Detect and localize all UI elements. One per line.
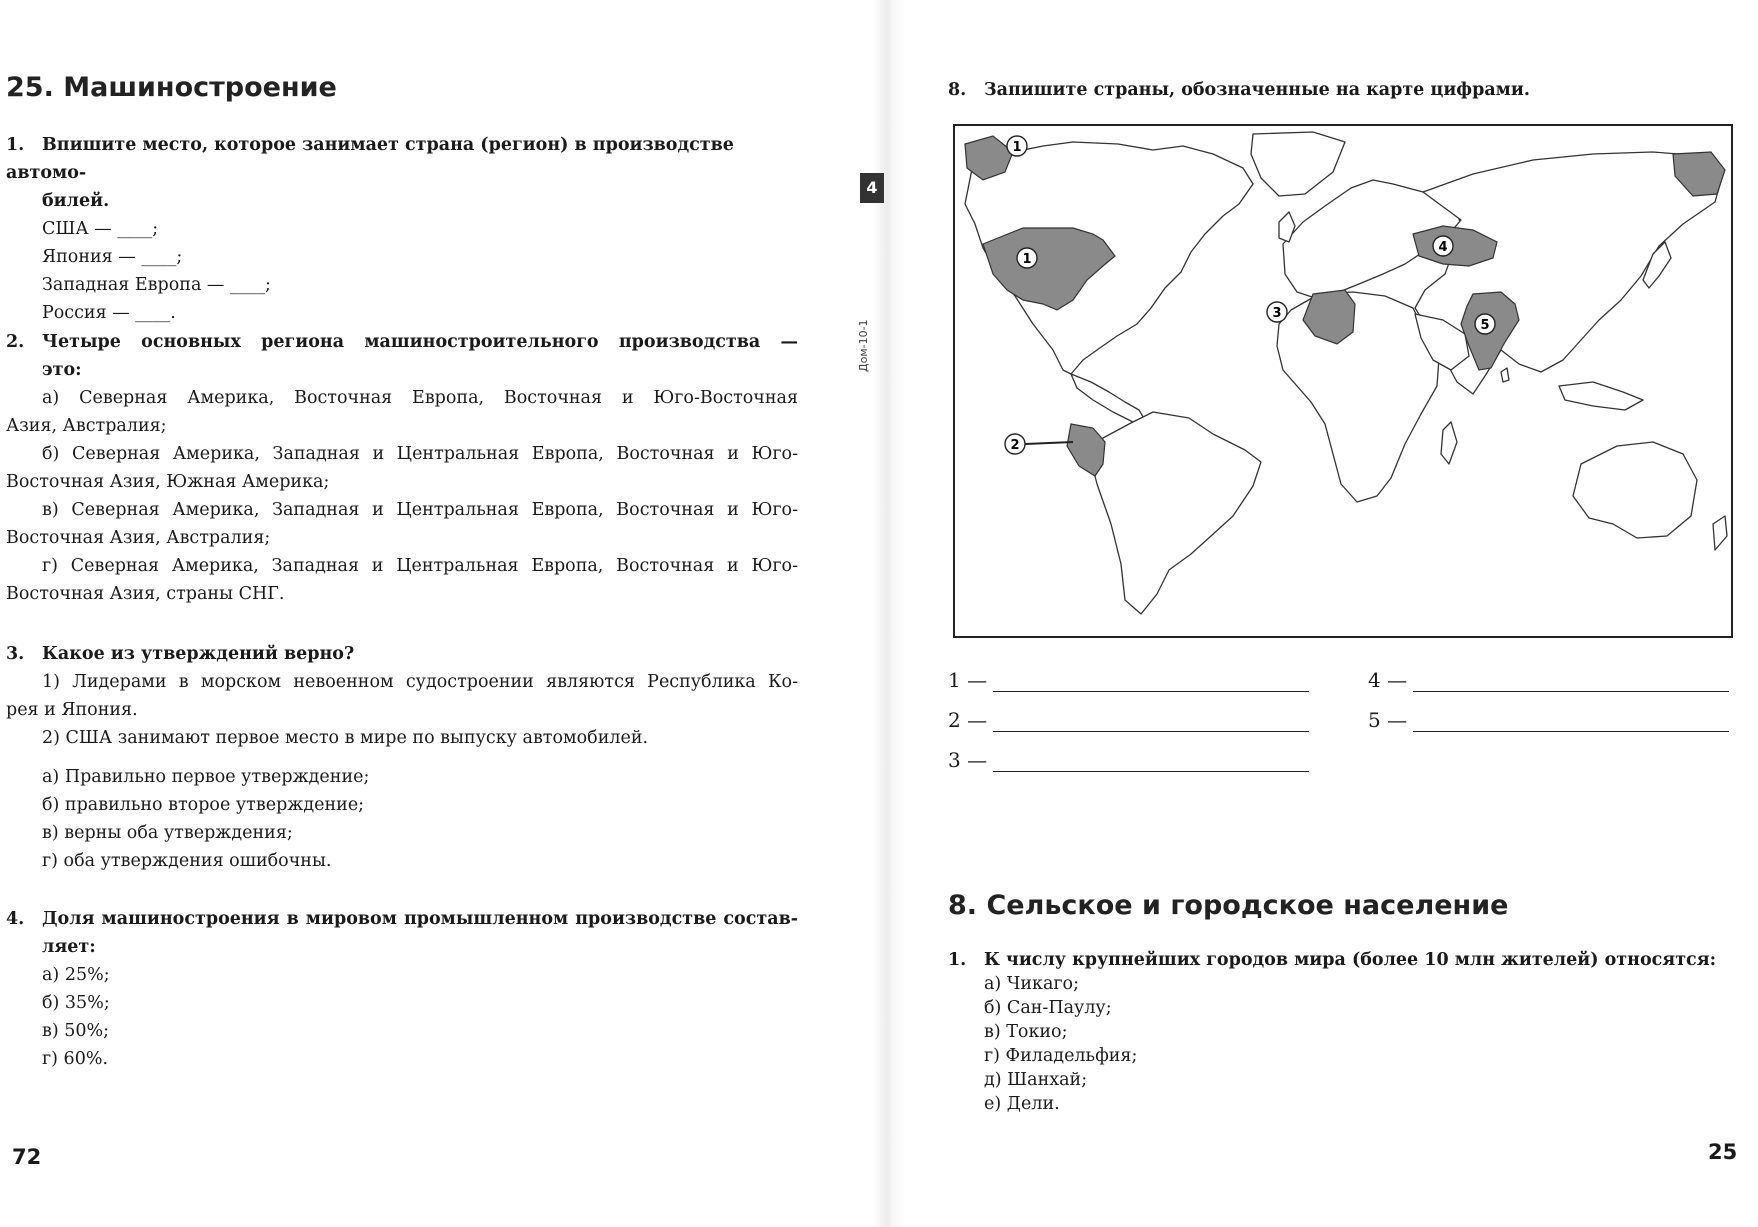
blank-line[interactable]: [993, 753, 1309, 772]
statement-1: 1) Лидерами в морском невоенном судостроении являются Республика Ко-: [42, 672, 798, 692]
option-f: е) Дели.: [984, 1094, 1060, 1114]
question-text: Четыре основных региона машиностроительного производства —: [42, 332, 798, 352]
question-number: 1.: [6, 135, 25, 155]
option-a-cont: Азия, Австралия;: [6, 416, 167, 436]
answer-blank-1[interactable]: [948, 668, 1309, 692]
map-marker-4: [1433, 236, 1453, 256]
marker-label: 1: [1012, 140, 1022, 155]
map-marker-2: [1005, 434, 1025, 454]
question-number: 3.: [6, 644, 25, 664]
blank-label: 1 —: [948, 668, 988, 692]
answer-blank-2[interactable]: [948, 708, 1309, 732]
question-text-cont: билей.: [42, 191, 110, 211]
option-c: в) 50%;: [42, 1021, 110, 1041]
question-4: [6, 905, 798, 1073]
option-d-cont: Восточная Азия, страны СНГ.: [6, 584, 285, 604]
page-number: 72: [12, 1145, 42, 1169]
answer-line: Западная Европа — ____;: [42, 275, 271, 295]
gutter-print-mark: Дом-10-1: [857, 319, 870, 372]
map-marker-1-alaska: [1007, 136, 1027, 156]
statement-2: 2) США занимают первое место в мире по выпуску автомобилей.: [42, 728, 649, 748]
option-a: а) Северная Америка, Восточная Европа, Восточная и Юго-Восточная: [42, 388, 798, 408]
option-e: д) Шанхай;: [984, 1070, 1088, 1090]
map-marker-5: [1475, 314, 1495, 334]
option-d: г) Филадельфия;: [984, 1046, 1138, 1066]
answer-line: США — ____;: [42, 219, 159, 239]
option-b: б) Сан-Паулу;: [984, 998, 1112, 1018]
statement-1-cont: рея и Япония.: [6, 700, 138, 720]
question-city: [948, 948, 1748, 1116]
question-text: Впишите место, которое занимает страна (регион) в производстве автомо-: [6, 135, 734, 183]
question-number: 1.: [948, 950, 967, 970]
blank-label: 2 —: [948, 708, 988, 732]
chapter-tab: 4: [860, 173, 884, 203]
question-8: [948, 76, 1738, 104]
option-d: г) оба утверждения ошибочны.: [42, 851, 332, 871]
option-d: г) 60%.: [42, 1049, 109, 1069]
marker-label: 5: [1480, 318, 1490, 333]
blank-label: 5 —: [1368, 708, 1408, 732]
question-text-cont: ляет:: [42, 937, 96, 957]
question-text-cont: это:: [42, 360, 82, 380]
marker-label: 3: [1272, 306, 1282, 321]
question-3: [6, 640, 798, 875]
marker-label: 2: [1010, 438, 1020, 453]
question-text: Доля машиностроения в мировом промышленном производстве состав-: [42, 909, 798, 929]
option-c: в) верны оба утверждения;: [42, 823, 293, 843]
question-text: Какое из утверждений верно?: [42, 644, 355, 664]
section-title-2: 8. Сельское и городское население: [948, 890, 1509, 921]
question-text: К числу крупнейших городов мира (более 10 млн жителей) относятся:: [984, 950, 1717, 970]
question-number: 4.: [6, 909, 25, 929]
option-c-cont: Восточная Азия, Австралия;: [6, 528, 271, 548]
question-2: [6, 328, 798, 608]
question-number: 8.: [948, 80, 967, 100]
option-b: б) правильно второе утверждение;: [42, 795, 365, 815]
question-text: Запишите страны, обозначенные на карте цифрами.: [984, 80, 1530, 100]
section-title: 25. Машиностроение: [6, 72, 337, 103]
map-marker-3: [1267, 302, 1287, 322]
blank-line[interactable]: [993, 713, 1309, 732]
blank-line[interactable]: [993, 673, 1309, 692]
answer-line: Россия — ____.: [42, 303, 176, 323]
page-number-right: 25: [1708, 1140, 1738, 1164]
option-b: б) Северная Америка, Западная и Центральная Европа, Восточная и Юго-: [42, 444, 798, 464]
answer-blank-4[interactable]: [1368, 668, 1729, 692]
blank-label: 3 —: [948, 748, 988, 772]
blank-label: 4 —: [1368, 668, 1408, 692]
answer-line: Япония — ____;: [42, 247, 183, 267]
option-a: а) 25%;: [42, 965, 110, 985]
map-marker-1-usa: [1017, 248, 1037, 268]
answer-blank-3[interactable]: [948, 748, 1309, 772]
question-number: 2.: [6, 332, 25, 352]
blank-line[interactable]: [1413, 713, 1729, 732]
marker-label: 4: [1438, 240, 1448, 255]
option-b: б) 35%;: [42, 993, 110, 1013]
marker-label: 1: [1022, 252, 1032, 267]
option-b-cont: Восточная Азия, Южная Америка;: [6, 472, 330, 492]
answer-blank-5[interactable]: [1368, 708, 1729, 732]
option-d: г) Северная Америка, Западная и Центральная Европа, Восточная и Юго-: [42, 556, 798, 576]
option-a: а) Чикаго;: [984, 974, 1079, 994]
blank-line[interactable]: [1413, 673, 1729, 692]
option-c: в) Северная Америка, Западная и Центральная Европа, Восточная и Юго-: [42, 500, 798, 520]
option-a: а) Правильно первое утверждение;: [42, 767, 370, 787]
option-c: в) Токио;: [984, 1022, 1068, 1042]
world-map: [953, 124, 1733, 638]
question-1: [6, 131, 798, 327]
